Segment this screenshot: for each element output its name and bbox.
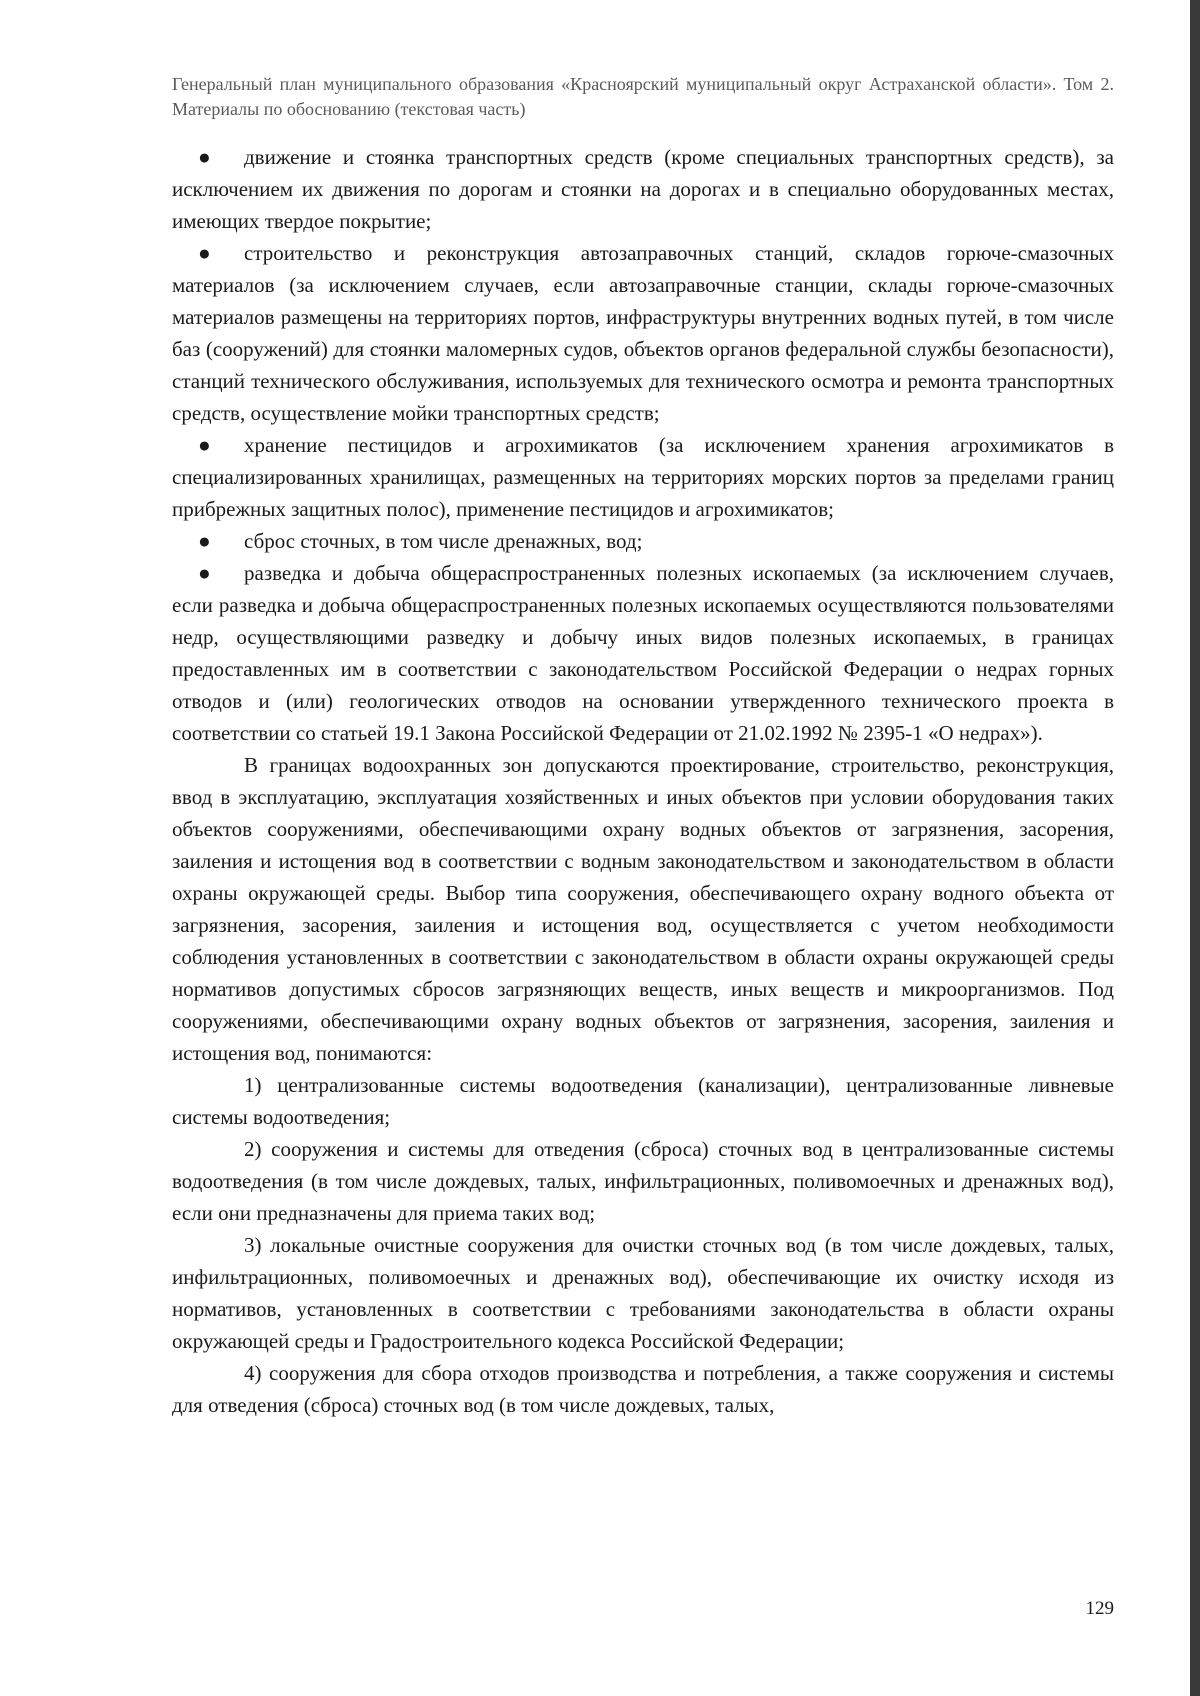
list-item-text: разведка и добыча общераспространенных полезных ископаемых (за исключением случаев, если разведка и добыча общераспространенных полезных ископаемых осуществляются пользователями недр, осуществляющими разведку и добычу иных видов полезных ископаемых, в границах предоставленных им в соответствии с законодательством Российской Федерации о недрах горных отводов и (или) геологических отводов на основании утвержденного технического проекта в соответствии со статьей 19.1 Закона Российской Федерации от 21.02.1992 № 2395-1 «О недрах»). — [172, 561, 1114, 745]
bullet-icon: ● — [198, 145, 211, 169]
list-item — [172, 141, 1114, 237]
paragraph-item-3: 3) локальные очистные сооружения для очистки сточных вод (в том числе дождевых, талых, инфильтрационных, поливомоечных и дренажных вод), обеспечивающие их очистку исходя из нормативов, установленных в соответствии с требованиями законодательства в области охраны окружающей среды и Градостроительного кодекса Российской Федерации; — [172, 1233, 1114, 1353]
list-item-text: строительство и реконструкция автозаправочных станций, складов горюче-смазочных материалов (за исключением случаев, если автозаправочные станции, склады горюче-смазочных материалов размещены на территориях портов, инфраструктуры внутренних водных путей, в том числе баз (сооружений) для стоянки маломерных судов, объектов органов федеральной службы безопасности), станций технического обслуживания, используемых для технического осмотра и ремонта транспортных средств, осуществление мойки транспортных средств; — [172, 241, 1114, 425]
bullet-icon: ● — [198, 241, 211, 265]
bullet-icon: ● — [198, 529, 211, 553]
list-item-text: сброс сточных, в том числе дренажных, вод; — [244, 529, 643, 553]
page-body — [172, 141, 1114, 1421]
paragraph-water-protection-zones: В границах водоохранных зон допускаются проектирование, строительство, реконструкция, ввод в эксплуатацию, эксплуатация хозяйственных и иных объектов при условии оборудования таких объектов сооружениями, обеспечивающими охрану водных объектов от загрязнения, засорения, заиления и истощения вод в соответствии с водным законодательством и законодательством в области охраны окружающей среды. Выбор типа сооружения, обеспечивающего охрану водного объекта от загрязнения, засорения, заиления и истощения вод, осуществляется с учетом необходимости соблюдения установленных в соответствии с законодательством в области охраны окружающей среды нормативов допустимых сбросов загрязняющих веществ, иных веществ и микроорганизмов. Под сооружениями, обеспечивающими охрану водных объектов от загрязнения, засорения, заиления и истощения вод, понимаются: — [172, 753, 1114, 1065]
list-item-text: движение и стоянка транспортных средств (кроме специальных транспортных средств), за исключением их движения по дорогам и стоянки на дорогах и в специально оборудованных местах, имеющих твердое покрытие; — [172, 145, 1114, 233]
bullet-icon: ● — [198, 433, 211, 457]
list-item — [172, 525, 1114, 557]
paragraph-item-1: 1) централизованные системы водоотведения (канализации), централизованные ливневые системы водоотведения; — [172, 1073, 1114, 1129]
list-item — [172, 429, 1114, 525]
page-edge-shadow — [1190, 0, 1200, 1696]
list-item — [172, 557, 1114, 749]
paragraph-item-4: 4) сооружения для сбора отходов производства и потребления, а также сооружения и системы для отведения (сброса) сточных вод (в том числе дождевых, талых, — [172, 1361, 1114, 1417]
list-item-text: хранение пестицидов и агрохимикатов (за исключением хранения агрохимикатов в специализированных хранилищах, размещенных на территориях морских портов за пределами границ прибрежных защитных полос), применение пестицидов и агрохимикатов; — [172, 433, 1114, 521]
list-item — [172, 237, 1114, 429]
running-header: Генеральный план муниципального образования «Красноярский муниципальный округ Астраханской области». Том 2. Материалы по обоснованию (текстовая часть) — [172, 74, 1114, 119]
paragraph-item-2: 2) сооружения и системы для отведения (сброса) сточных вод в централизованные системы водоотведения (в том числе дождевых, талых, инфильтрационных, поливомоечных и дренажных вод), если они предназначены для приема таких вод; — [172, 1137, 1114, 1225]
bullet-icon: ● — [198, 561, 211, 585]
page-number: 129 — [1085, 1598, 1114, 1619]
